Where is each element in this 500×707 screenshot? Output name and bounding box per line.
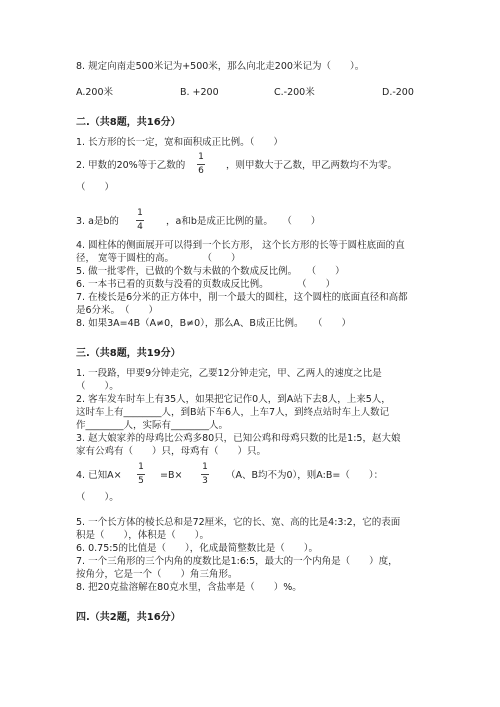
option-b: B. +200: [180, 87, 219, 98]
s2-question-6: 6. 一本书已看的页数与没看的页数成反比例。 （ ）: [76, 279, 336, 290]
s3-question-3: 3. 赵大娘家养的母鸡比公鸡多80只，已知公鸡和母鸡只数的比是1:5，赵大娘: [76, 433, 401, 444]
section-2-title: 二.（共8题，共16分）: [76, 117, 181, 128]
s2-question-8: 8. 如果3A=4B（A≠0，B≠0），那么A、B成正比例。 （ ）: [76, 318, 351, 329]
s3-question-3-cont: 家有公鸡有（ ）只，母鸡有（ ）只。: [76, 446, 267, 457]
fraction-one-fourth: [136, 208, 144, 233]
fraction-denominator: 3: [202, 476, 208, 486]
s2-question-3-cont: ，a和b是成正比例的量。 （ ）: [166, 216, 321, 227]
s3-question-6: 6. 0.75:5的比值是（ ），化成最简整数比是（ ）。: [76, 543, 318, 554]
s2-question-2: 2. 甲数的20%等于乙数的: [76, 160, 186, 171]
section-4-title: 四.（共2题，共16分）: [76, 612, 181, 623]
question-8-multiple-choice: 8. 规定向南走500米记为+500米，那么向北走200米记为（ ）。: [76, 61, 365, 72]
fraction-numerator: 1: [198, 152, 204, 162]
fraction-bar: [136, 220, 144, 221]
s2-question-4-cont: 径， 宽等于圆柱的高。 （ ）: [76, 253, 241, 264]
s2-question-7: 7. 在棱长是6分米的正方体中，削一个最大的圆柱，这个圆柱的底面直径和高都: [76, 292, 408, 303]
s3-question-7-cont: 按角分，它是一个（ ）角三角形。: [76, 569, 238, 580]
fraction-bar: [197, 164, 205, 165]
s3-question-1-cont: （ ）。: [76, 381, 119, 392]
fraction-numerator: 1: [138, 462, 144, 472]
fraction-one-fifth: [137, 462, 145, 487]
s2-question-2-cont: ，则甲数大于乙数，甲乙两数均不为零。: [226, 160, 398, 171]
s2-question-1: 1. 长方形的长一定，宽和面积成正比例。（ ）: [76, 137, 283, 148]
s2-question-2-blank: （ ）: [76, 182, 115, 193]
s3-question-4-cont: （A、B均不为0），则A:B=（ ）：: [226, 470, 384, 481]
s3-question-5: 5. 一个长方体的棱长总和是72厘米，它的长、宽、高的比是4:3:2，它的表面: [76, 517, 401, 528]
s3-question-1: 1. 一段路，甲要9分钟走完，乙要12分钟走完，甲、乙两人的速度之比是: [76, 368, 382, 379]
option-d: D.-200: [382, 87, 414, 98]
fraction-denominator: 5: [138, 476, 144, 486]
s3-question-8: 8. 把20克盐溶解在80克水里，含盐率是（ ）%。: [76, 582, 302, 593]
option-a: A.200米: [76, 87, 113, 98]
fraction-denominator: 6: [198, 166, 204, 176]
s2-question-3: 3. a是b的: [76, 216, 119, 227]
fraction-one-third: [201, 462, 209, 487]
s2-question-5: 5. 做一批零件，已做的个数与未做的个数成反比例。 （ ）: [76, 266, 345, 277]
fraction-numerator: 1: [202, 462, 208, 472]
s3-question-4-blank: （ ）。: [76, 492, 119, 503]
fraction-numerator: 1: [137, 208, 143, 218]
s3-question-7: 7. 一个三角形的三个内角的度数比是1:6:5，最大的一个内角是（ ）度，: [76, 556, 398, 567]
s3-question-4-mid: =B×: [160, 470, 183, 481]
s3-question-5-cont: 积是（ ），体积是（ ）。: [76, 530, 210, 541]
s3-question-2-cont2: 作________人，实际有________人。: [76, 420, 229, 431]
section-3-title: 三.（共8题，共19分）: [76, 348, 181, 359]
fraction-one-sixth: [197, 152, 205, 177]
s2-question-4: 4. 圆柱体的侧面展开可以得到一个长方形， 这个长方形的长等于圆柱底面的直: [76, 240, 405, 251]
fraction-bar: [201, 474, 209, 475]
s3-question-2: 2. 客车发车时车上有35人，如果把它记作0人，到A站下去8人，上来5人，: [76, 394, 391, 405]
fraction-bar: [137, 474, 145, 475]
option-c: C.-200米: [274, 87, 315, 98]
s2-question-7-cont: 是6分米。 （ ）: [76, 305, 159, 316]
s3-question-2-cont: 这时车上有________人，到B站下车6人，上车7人，到终点站时车上人数记: [76, 407, 390, 418]
s3-question-4: 4. 已知A×: [76, 470, 122, 481]
fraction-denominator: 4: [137, 222, 143, 232]
